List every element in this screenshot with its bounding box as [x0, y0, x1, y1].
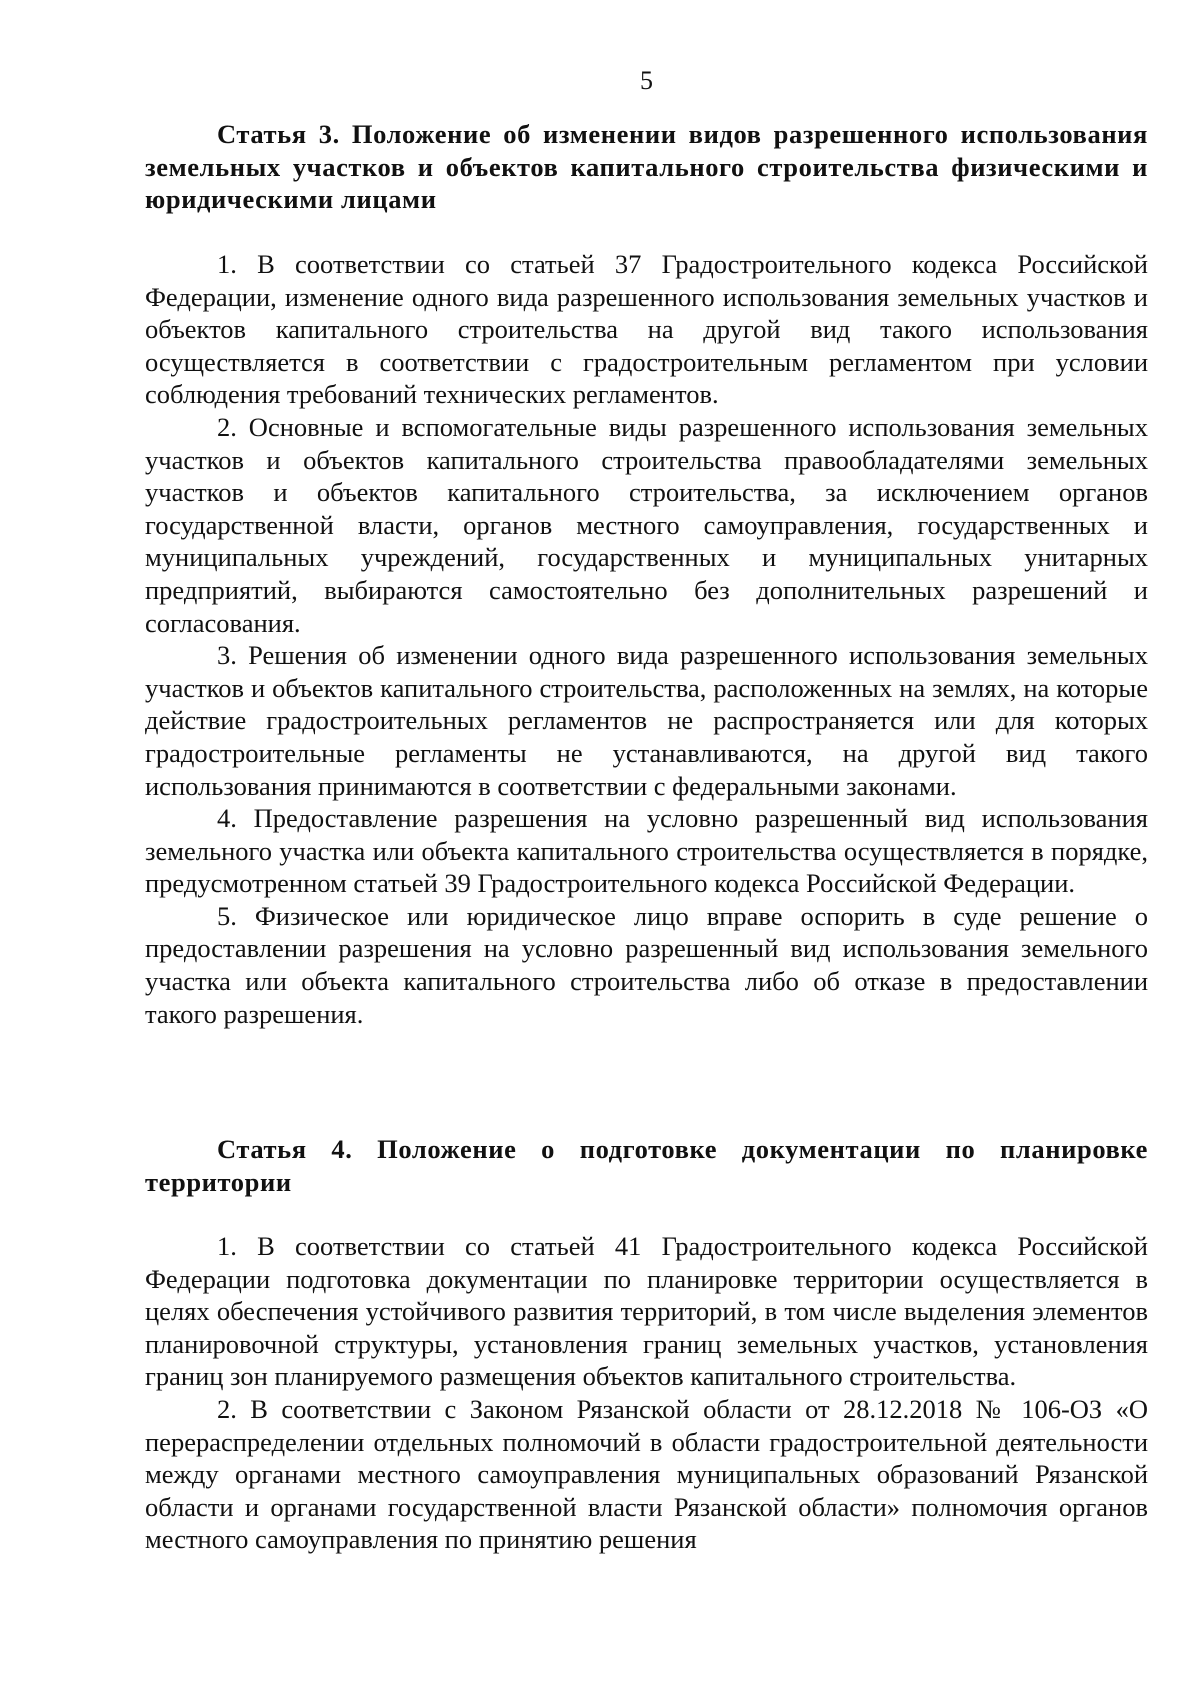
article-4-paragraph-1: 1. В соответствии со статьей 41 Градостроительного кодекса Российской Федерации подготовка документации по планировке территории осуществляется в целях обеспечения устойчивого развития территорий, в том числе выделения элементов планировочной структуры, установления границ земельных участков, установления границ зон планируемого размещения объектов капитального строительства. — [145, 1231, 1148, 1392]
article-4-title: Статья 4. Положение о подготовке документации по планировке территории — [145, 1134, 1148, 1197]
article-3-paragraph-1: 1. В соответствии со статьей 37 Градостроительного кодекса Российской Федерации, изменение одного вида разрешенного использования земельных участков и объектов капитального строительства на другой вид такого использования осуществляется в соответствии с градостроительным регламентом при условии соблюдения требований технических регламентов. — [145, 249, 1148, 410]
article-3-body — [145, 248, 1148, 1030]
article-3-paragraph-4: 4. Предоставление разрешения на условно разрешенный вид использования земельного участка или объекта капитального строительства осуществляется в порядке, предусмотренном статьей 39 Градостроительного кодекса Российской Федерации. — [145, 803, 1148, 899]
article-3-title: Статья 3. Положение об изменении видов разрешенного использования земельных участков и объектов капитального строительства физическими и юридическими лицами — [145, 119, 1148, 214]
article-4-body — [145, 1230, 1148, 1556]
article-3-paragraph-3: 3. Решения об изменении одного вида разрешенного использования земельных участков и объектов капитального строительства, расположенных на землях, на которые действие градостроительных регламентов не распространяется или для которых градостроительные регламенты не устанавливаются, на другой вид такого использования принимаются в соответствии с федеральными законами. — [145, 640, 1148, 801]
page-number: 5 — [640, 66, 653, 95]
article-4-paragraph-2: 2. В соответствии с Законом Рязанской области от 28.12.2018 № 106-ОЗ «О перераспределении отдельных полномочий в области градостроительной деятельности между органами местного самоуправления муниципальных образований Рязанской области и органами государственной власти Рязанской области» полномочия органов местного самоуправления по принятию решения — [145, 1393, 1148, 1555]
article-3-paragraph-5: 5. Физическое или юридическое лицо вправе оспорить в суде решение о предоставлении разрешения на условно разрешенный вид использования земельного участка или объекта капитального строительства либо об отказе в предоставлении такого разрешения. — [145, 900, 1148, 1029]
article-3-paragraph-2: 2. Основные и вспомогательные виды разрешенного использования земельных участков и объектов капитального строительства правообладателями земельных участков и объектов капитального строительства, за исключением органов государственной власти, органов местного самоуправления, государственных и муниципальных учреждений, государственных и муниципальных унитарных предприятий, выбираются самостоятельно без дополнительных разрешений и согласования. — [145, 411, 1148, 638]
